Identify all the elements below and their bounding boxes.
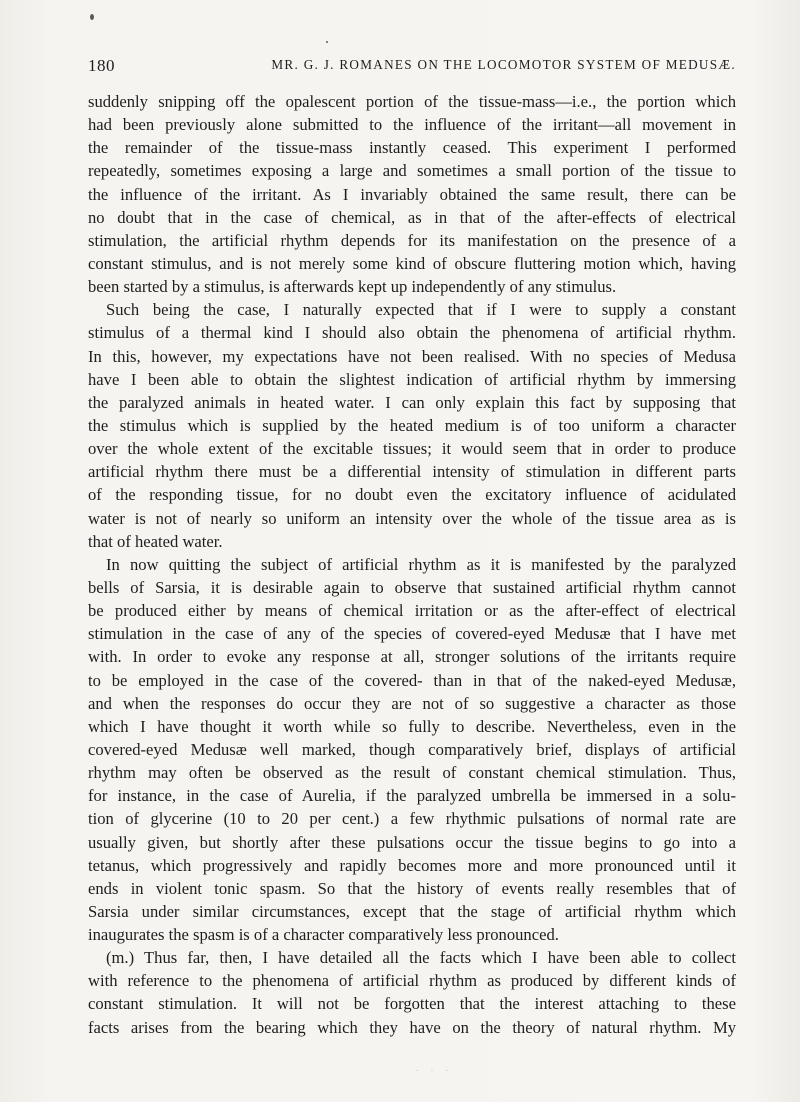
text-line: water is not of nearly so uniform an intensity over the whole of the tissue area as is — [88, 508, 736, 528]
text-line: the stimulus which is supplied by the heated medium is of too uniform a character — [88, 415, 736, 435]
signature-mark: · · · — [415, 1063, 453, 1077]
text-line: rhythm may often be observed as the result of constant chemical stimulation. Thus, — [88, 763, 736, 783]
text-line: and when the responses do occur they are not of so suggestive a character as those — [88, 693, 736, 713]
text-line: (m.) Thus far, then, I have detailed all the facts which I have been able to collect — [106, 948, 736, 968]
text-line: stimulation in the case of any of the species of covered-eyed Medusæ that I have met — [88, 624, 736, 644]
text-line: stimulus of a thermal kind I should also obtain the phenomena of artificial rhythm. — [88, 323, 736, 343]
text-line: Such being the case, I naturally expected that if I were to supply a constant — [106, 300, 736, 320]
text-line: bells of Sarsia, it is desirable again to observe that sustained artificial rhythm cannot — [88, 577, 736, 597]
text-line: Sarsia under similar circumstances, except that the stage of artificial rhythm which — [88, 901, 736, 921]
text-line: had been previously alone submitted to the influence of the irritant—all movement in — [88, 115, 736, 135]
paper-speck — [90, 14, 94, 20]
text-line: which I have thought it worth while so fully to describe. Nevertheless, even in the — [88, 716, 736, 736]
body-text — [88, 90, 736, 1039]
text-line: to be employed in the case of the covered- than in that of the naked-eyed Medusæ, — [88, 670, 736, 690]
text-line: that of heated water. — [88, 531, 223, 551]
running-head: MR. G. J. ROMANES ON THE LOCOMOTOR SYSTEM OF MEDUSÆ. — [271, 57, 736, 72]
text-line: for instance, in the case of Aurelia, if the paralyzed umbrella be immersed in a solu- — [88, 786, 736, 806]
text-line: artificial rhythm there must be a differential intensity of stimulation in different parts — [88, 462, 736, 482]
text-line: have I been able to obtain the slightest indication of artificial rhythm by immersing — [88, 369, 736, 389]
text-line: of the responding tissue, for no doubt even the excitatory influence of acidulated — [88, 485, 736, 505]
page-number: 180 — [88, 56, 115, 75]
text-line: constant stimulation. It will not be forgotten that the interest attaching to these — [88, 994, 736, 1014]
text-line: facts arises from the bearing which they have on the theory of natural rhythm. My — [88, 1017, 736, 1037]
text-line: tetanus, which progressively and rapidly becomes more and more pronounced until it — [88, 855, 736, 875]
text-line: tion of glycerine (10 to 20 per cent.) a few rhythmic pulsations of normal rate are — [88, 809, 736, 829]
text-line: stimulation, the artificial rhythm depends for its manifestation on the presence of a — [88, 230, 736, 250]
text-line: the remainder of the tissue-mass instantly ceased. This experiment I performed — [88, 138, 736, 158]
text-line: with. In order to evoke any response at all, stronger solutions of the irritants require — [88, 647, 736, 667]
text-line: repeatedly, sometimes exposing a large and sometimes a small portion of the tissue to — [88, 161, 736, 181]
text-line: In now quitting the subject of artificial rhythm as it is manifested by the paralyzed — [106, 554, 736, 574]
page-header — [88, 56, 736, 78]
text-line: the influence of the irritant. As I invariably obtained the same result, there can be — [88, 184, 736, 204]
text-line: inaugurates the spasm is of a character comparatively less pronounced. — [88, 925, 559, 945]
text-line: usually given, but shortly after these pulsations occur the tissue begins to go into a — [88, 832, 736, 852]
text-line: with reference to the phenomena of artificial rhythm as produced by different kinds of — [88, 971, 736, 991]
paper-speck — [326, 41, 328, 43]
text-line: the paralyzed animals in heated water. I can only explain this fact by supposing that — [88, 392, 736, 412]
text-line: suddenly snipping off the opalescent portion of the tissue-mass—i.e., the portion which — [88, 92, 736, 111]
text-line: no doubt that in the case of chemical, as in that of the after-effects of electrical — [88, 207, 736, 227]
text-line: been started by a stimulus, is afterwards kept up independently of any stimulus. — [88, 277, 617, 297]
text-line: over the whole extent of the excitable tissues; it would seem that in order to produce — [88, 439, 736, 459]
text-line: constant stimulus, and is not merely some kind of obscure fluttering motion which, having — [88, 253, 736, 273]
text-line: In this, however, my expectations have not been realised. With no species of Medusa — [88, 346, 736, 366]
text-line: ends in violent tonic spasm. So that the history of events really resembles that of — [88, 878, 736, 898]
text-line: covered-eyed Medusæ well marked, though comparatively brief, displays of artificial — [88, 739, 736, 759]
text-line: be produced either by means of chemical irritation or as the after-effect of electrical — [88, 601, 736, 621]
